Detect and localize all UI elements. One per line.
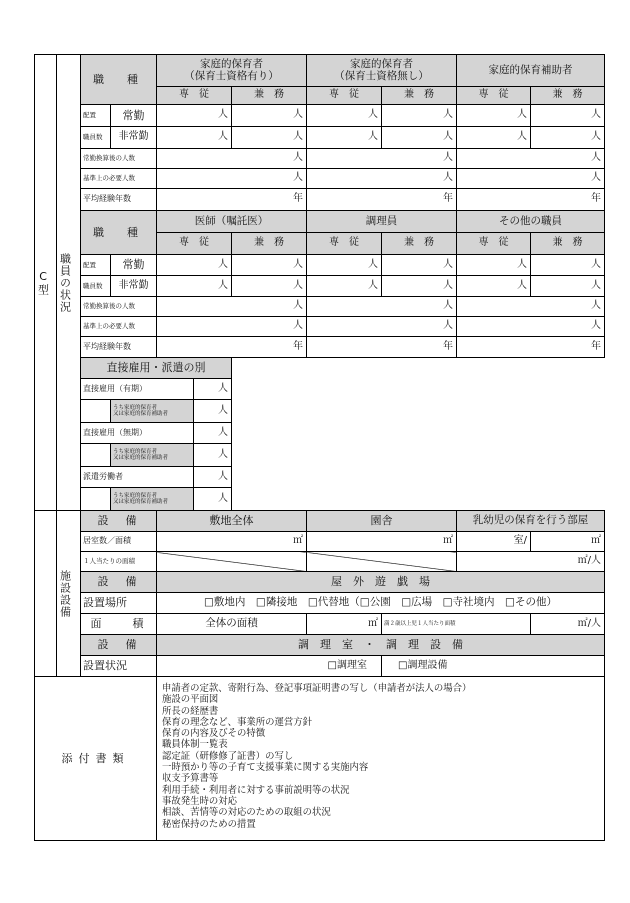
required-input[interactable]: 人 <box>307 169 457 189</box>
over2-area-input[interactable]: ㎡/人 <box>531 614 605 635</box>
count-input[interactable]: 人 <box>307 276 382 297</box>
na-cell <box>307 552 457 572</box>
fte-label: 常勤換算後の人数 <box>81 149 157 169</box>
count-input[interactable]: 人 <box>307 127 382 149</box>
total-area-input[interactable]: ㎡ <box>307 614 382 635</box>
header-other-staff: その他の職員 <box>457 211 605 233</box>
equipment-header: 設 備 <box>81 635 157 656</box>
count-input[interactable]: 人 <box>194 379 232 400</box>
c-type-cell <box>35 55 57 511</box>
fixed-term-label: 直接雇用（有期） <box>81 379 194 400</box>
dispatch-label: 派遣労働者 <box>81 467 194 488</box>
fte-input[interactable]: 人 <box>157 149 307 169</box>
total-area-label: 全体の面積 <box>157 614 307 635</box>
job-type-header-2: 職 種 <box>81 211 157 255</box>
fte-input[interactable]: 人 <box>307 297 457 317</box>
required-label: 基準上の必要人数 <box>81 317 157 337</box>
attachment-item: 職員体制一覧表 <box>162 739 228 751</box>
count-input[interactable]: 人 <box>232 276 307 297</box>
experience-input[interactable]: 年 <box>157 337 307 358</box>
count-input[interactable]: 人 <box>307 255 382 276</box>
count-input[interactable]: 人 <box>232 105 307 127</box>
attachment-item: 施設の平面図 <box>162 694 219 706</box>
count-input[interactable]: 人 <box>382 105 457 127</box>
count-input[interactable]: 人 <box>531 255 605 276</box>
c-type-label: C型 <box>36 269 50 296</box>
count-input[interactable]: 人 <box>194 423 232 444</box>
indefinite-term-label: 直接雇用（無期） <box>81 423 194 444</box>
area-input[interactable]: ㎡ <box>157 532 307 552</box>
count-input[interactable]: 人 <box>531 276 605 297</box>
playground-header: 屋 外 遊 戯 場 <box>157 572 605 593</box>
attachment-item: 保育の理念など、事業所の運営方針 <box>162 716 313 728</box>
subset-label: うち家庭的保育者 又は家庭的保育補助者 <box>111 400 194 423</box>
attachment-item: 所長の経歴書 <box>162 705 219 717</box>
header-home-carer-unqualified: 家庭的保育者 （保育士資格無し） <box>307 55 457 87</box>
required-input[interactable]: 人 <box>457 169 605 189</box>
building-header: 園舎 <box>307 511 457 532</box>
required-input[interactable]: 人 <box>457 317 605 337</box>
facility-table <box>34 510 605 677</box>
count-input[interactable]: 人 <box>457 105 531 127</box>
dedicated-header: 専 従 <box>307 87 382 105</box>
count-input[interactable]: 人 <box>157 255 232 276</box>
count-input[interactable]: 人 <box>307 105 382 127</box>
count-input[interactable]: 人 <box>382 255 457 276</box>
placement-label: 配置 <box>81 255 111 276</box>
attachment-item: 事故発生時の対応 <box>162 795 238 807</box>
required-input[interactable]: 人 <box>157 169 307 189</box>
site-header: 敷地全体 <box>157 511 307 532</box>
avg-experience-label: 平均経験年数 <box>81 337 157 358</box>
room-header: 乳幼児の保育を行う部屋 <box>457 511 605 532</box>
form-table <box>34 54 605 511</box>
rooms-area-label: 居室数／面積 <box>81 532 157 552</box>
blank-area <box>232 358 605 511</box>
dedicated-header: 専 従 <box>307 233 382 255</box>
count-input[interactable]: 人 <box>157 276 232 297</box>
concurrent-header: 兼 務 <box>382 233 457 255</box>
fte-label: 常勤換算後の人数 <box>81 297 157 317</box>
concurrent-header: 兼 務 <box>531 233 605 255</box>
area-input[interactable]: ㎡ <box>307 532 457 552</box>
staff-count-label: 職員数 <box>81 127 111 149</box>
fulltime-label: 常勤 <box>111 105 157 127</box>
indent-cell <box>81 444 111 467</box>
attachments-label: 添付書類 <box>35 677 157 841</box>
fte-input[interactable]: 人 <box>307 149 457 169</box>
installation-status-label: 設置状況 <box>81 656 157 677</box>
dedicated-header: 専 従 <box>157 233 232 255</box>
attachment-item: 申請者の定款、寄附行為、登記事項証明書の写し（申請者が法人の場合） <box>162 683 472 694</box>
count-input[interactable]: 人 <box>457 276 531 297</box>
experience-input[interactable]: 年 <box>457 337 605 358</box>
dedicated-header: 専 従 <box>457 233 531 255</box>
per-person-label: １人当たりの面積 <box>81 552 157 572</box>
attachment-item: 利用手続・利用者に対する事前説明等の状況 <box>162 784 350 796</box>
location-label: 設置場所 <box>81 593 157 614</box>
fte-input[interactable]: 人 <box>457 297 605 317</box>
count-input[interactable]: 人 <box>157 127 232 149</box>
concurrent-header: 兼 務 <box>232 87 307 105</box>
count-input[interactable]: 人 <box>194 488 232 511</box>
staff-count-label: 職員数 <box>81 276 111 297</box>
facility-label: 施設設備 <box>58 569 72 618</box>
fulltime-label: 常勤 <box>111 255 157 276</box>
required-label: 基準上の必要人数 <box>81 169 157 189</box>
location-options[interactable]: □敷地内 □隣接地 □代替地（□公園 □広場 □寺社境内 □その他） <box>157 593 605 614</box>
attachment-item: 一時預かり等の子育て支援事業に関する実施内容 <box>162 762 369 774</box>
na-cell <box>157 552 307 572</box>
count-input[interactable]: 人 <box>194 444 232 467</box>
header-doctor: 医師（嘱託医） <box>157 211 307 233</box>
attachment-item: 保育の内容及びその特徴 <box>162 728 266 740</box>
required-input[interactable]: 人 <box>307 317 457 337</box>
count-input[interactable]: 人 <box>382 127 457 149</box>
application-form <box>34 54 604 849</box>
dedicated-header: 専 従 <box>457 87 531 105</box>
employment-header: 直接雇用・派遣の別 <box>81 358 232 379</box>
attachment-item: 相談、苦情等の対応のための取組の状況 <box>162 807 331 819</box>
room-count-input[interactable]: 室/ <box>457 532 531 552</box>
fte-input[interactable]: 人 <box>457 149 605 169</box>
count-input[interactable]: 人 <box>531 105 605 127</box>
indent-cell <box>81 400 111 423</box>
kitchen-equipment-checkbox[interactable]: □調理設備 <box>382 656 605 677</box>
experience-input[interactable]: 年 <box>457 189 605 211</box>
count-input[interactable]: 人 <box>232 127 307 149</box>
count-input[interactable]: 人 <box>457 127 531 149</box>
count-input[interactable]: 人 <box>382 276 457 297</box>
count-input[interactable]: 人 <box>531 127 605 149</box>
dedicated-header: 専 従 <box>157 87 232 105</box>
c-type-spacer <box>35 511 57 677</box>
avg-experience-label: 平均経験年数 <box>81 189 157 211</box>
concurrent-header: 兼 務 <box>531 87 605 105</box>
area-input[interactable]: ㎡ <box>531 532 605 552</box>
experience-input[interactable]: 年 <box>307 189 457 211</box>
attachment-item: 秘密保持のための措置 <box>162 818 256 830</box>
subset-label: うち家庭的保育者 又は家庭的保育補助者 <box>111 488 194 511</box>
experience-input[interactable]: 年 <box>157 189 307 211</box>
attachment-item: 認定証（研修修了証書）の写し <box>162 750 294 762</box>
facility-cell <box>57 511 81 677</box>
attachments-table <box>34 676 605 841</box>
equipment-header: 設 備 <box>81 511 157 532</box>
subset-label: うち家庭的保育者 又は家庭的保育補助者 <box>111 444 194 467</box>
concurrent-header: 兼 務 <box>232 233 307 255</box>
header-home-carer-qualified: 家庭的保育者 （保育士資格有り） <box>157 55 307 87</box>
header-cook: 調理員 <box>307 211 457 233</box>
kitchen-header: 調 理 室 ・ 調 理 設 備 <box>157 635 605 656</box>
indent-cell <box>81 488 111 511</box>
over2-area-label: 満２歳以上児１人当たり面積 <box>382 614 531 635</box>
count-input[interactable]: 人 <box>232 255 307 276</box>
placement-label: 配置 <box>81 105 111 127</box>
count-input[interactable]: 人 <box>457 255 531 276</box>
concurrent-header: 兼 務 <box>382 87 457 105</box>
area-label: 面 積 <box>81 614 157 635</box>
attachments-list <box>157 677 605 841</box>
equipment-header: 設 備 <box>81 572 157 593</box>
job-type-header-1: 職 種 <box>81 55 157 105</box>
required-input[interactable]: 人 <box>157 317 307 337</box>
count-input[interactable]: 人 <box>194 467 232 488</box>
kitchen-room-checkbox[interactable]: □調理室 <box>157 656 382 677</box>
per-person-input[interactable]: ㎡/人 <box>457 552 605 572</box>
staff-status-cell <box>57 55 81 511</box>
attachment-item: 収支予算書等 <box>162 773 219 785</box>
parttime-label: 非常勤 <box>111 127 157 149</box>
count-input[interactable]: 人 <box>157 105 232 127</box>
staff-status-label: 職員の状況 <box>58 252 72 313</box>
parttime-label: 非常勤 <box>111 276 157 297</box>
header-home-carer-assistant: 家庭的保育補助者 <box>457 55 605 87</box>
experience-input[interactable]: 年 <box>307 337 457 358</box>
count-input[interactable]: 人 <box>194 400 232 423</box>
fte-input[interactable]: 人 <box>157 297 307 317</box>
